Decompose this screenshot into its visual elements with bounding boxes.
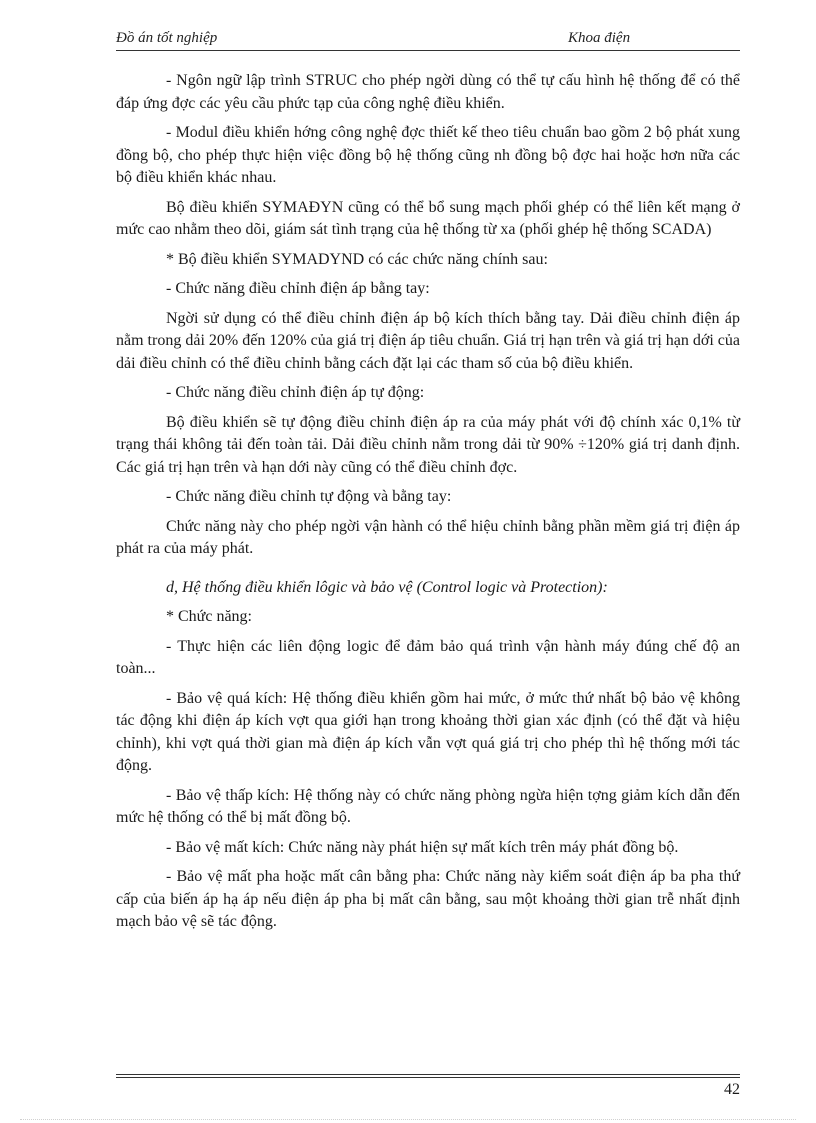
header-document-title: Đồ án tốt nghiệp [116, 30, 218, 46]
paragraph: - Bảo vệ mất pha hoặc mất cân bằng pha: Chức năng này kiểm soát điện áp ba pha thứ cấp của biến áp hạ áp nếu điện áp pha bị mất cân bằng, sau một khoảng thời gian trễ nhất định mạch bảo vệ sẽ tác động. [116, 868, 740, 930]
paragraph: - Bảo vệ thấp kích: Hệ thống này có chức năng phòng ngừa hiện tợng giảm kích dẫn đến mức hệ thống có thể bị mất đồng bộ. [116, 786, 740, 826]
paragraph: - Chức năng điều chỉnh điện áp bằng tay: [166, 280, 430, 297]
page-header [116, 28, 740, 50]
page-body [116, 70, 740, 941]
header-divider [116, 50, 740, 51]
page-number: 42 [724, 1081, 740, 1098]
paragraph: Bộ điều khiển SYMAĐYN cũng có thể bổ sung mạch phối ghép có thể liên kết mạng ở mức cao nhằm theo dõi, giám sát tình trạng của hệ thống từ xa (phối ghép hệ thống SCADA) [116, 198, 740, 238]
paragraph: - Thực hiện các liên động logic để đảm bảo quá trình vận hành máy đúng chế độ an toàn... [116, 637, 740, 677]
paragraph: - Modul điều khiển hớng công nghệ đợc thiết kế theo tiêu chuẩn bao gồm 2 bộ phát xung đồng bộ, cho phép thực hiện việc đồng bộ hệ thống cũng nh đồng bộ đợc hai hoặc hơn nữa các bộ điều khiển khác nhau. [116, 124, 740, 186]
paragraph: - Chức năng điều chỉnh điện áp tự động: [166, 384, 425, 401]
paragraph: - Chức năng điều chỉnh tự động và bằng tay: [166, 488, 452, 505]
paragraph: - Bảo vệ quá kích: Hệ thống điều khiển gồm hai mức, ở mức thứ nhất bộ bảo vệ không tác động khi điện áp kích vợt qua giới hạn trong khoảng thời gian xác định (có thể đặt và hiệu chỉnh), khi vợt quá thời gian mà điện áp kích vẫn vợt quá giá trị cho phép thì hệ thống mới tác động. [116, 689, 740, 774]
paragraph: Bộ điều khiển sẽ tự động điều chỉnh điện áp ra của máy phát với độ chính xác 0,1% từ trạng thái không tải đến toàn tải. Dải điều chỉnh nằm trong dải từ 90% ÷120% giá trị danh định. Các giá trị hạn trên và hạn dới này cũng có thể điều chỉnh đợc. [116, 413, 740, 476]
footer-divider-double [116, 1077, 740, 1078]
paragraph: Chức năng này cho phép ngời vận hành có thể hiệu chỉnh bằng phần mềm giá trị điện áp phát ra của máy phát. [116, 517, 740, 557]
paragraph: * Bộ điều khiển SYMADYND có các chức năng chính sau: [166, 250, 548, 268]
section-heading: d, Hệ thống điều khiển lôgic và bảo vệ (Control logic và Protection): [166, 578, 608, 596]
paragraph: * Chức năng: [166, 608, 252, 625]
footer-divider [116, 1074, 740, 1075]
header-department: Khoa điện [568, 30, 631, 46]
paragraph: - Ngôn ngữ lập trình STRUC cho phép ngời dùng có thể tự cấu hình hệ thống để có thể đáp ứng đợc các yêu cầu phức tạp của công nghệ điều khiển. [116, 72, 740, 112]
paragraph: - Bảo vệ mất kích: Chức năng này phát hiện sự mất kích trên máy phát đồng bộ. [166, 838, 679, 856]
page-edge-dotted-line [20, 1119, 796, 1120]
paragraph: Ngời sử dụng có thể điều chỉnh điện áp bộ kích thích bằng tay. Dải điều chỉnh điện áp nằm trong dải 20% đến 120% của giá trị điện áp tiêu chuẩn. Giá trị hạn trên và giá trị hạn dới của dải điều chỉnh có thể điều chỉnh bằng cách đặt lại các tham số của bộ điều khiển. [116, 309, 740, 372]
